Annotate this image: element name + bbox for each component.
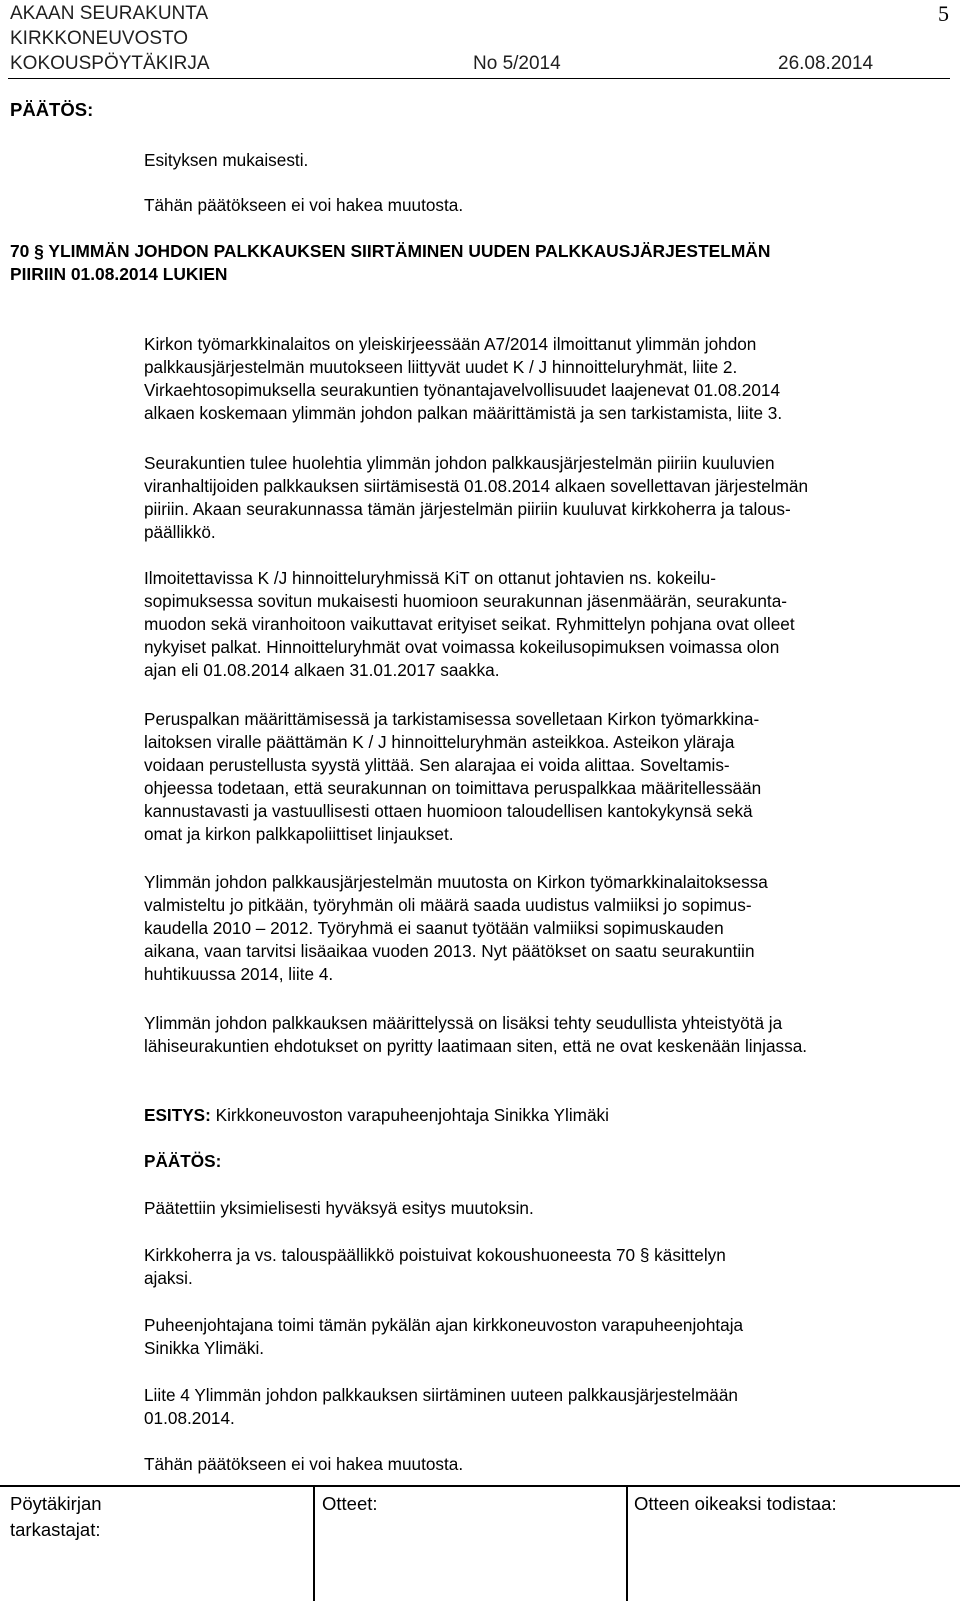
paragraph-6	[144, 1012, 944, 1058]
text-line: Päätettiin yksimielisesti hyväksyä esitys muutoksin.	[144, 1198, 534, 1218]
text-line: kaudella 2010 – 2012. Työryhmä ei saanut työtään valmiiksi sopimuskauden	[144, 918, 724, 938]
text-line: huhtikuussa 2014, liite 4.	[144, 964, 334, 984]
footer-divider-2	[626, 1485, 628, 1601]
top-decision-label: PÄÄTÖS:	[10, 99, 94, 120]
section-title-line-2: PIIRIIN 01.08.2014 LUKIEN	[10, 264, 228, 284]
text-line: ohjeessa todetaan, että seurakunnan on toimittava peruspalkkaa määritellessään	[144, 778, 762, 798]
footer-certified-label: Otteen oikeaksi todistaa:	[634, 1493, 837, 1514]
text-line: Ilmoitettavissa K /J hinnoitteluryhmissä KiT on ottanut johtavien ns. kokeilu-	[144, 568, 716, 588]
top-decision-appeal: Tähän päätökseen ei voi hakea muutosta.	[144, 195, 464, 215]
text-line: muodon sekä viranhoitoon vaikuttavat erityiset seikat. Ryhmittelyn pohjana ovat olleet	[144, 614, 795, 634]
text-line: kannustavasti ja vastuullisesti ottaen huomioon taloudellisen kantokykynsä sekä	[144, 801, 753, 821]
paragraph-3	[144, 567, 944, 682]
text-line: lähiseurakuntien ehdotukset on pyritty laatimaan siten, että ne ovat keskenään linjassa.	[144, 1036, 808, 1056]
text-line: aikana, vaan tarvitsi lisäaikaa vuoden 2013. Nyt päätökset on saatu seurakuntiin	[144, 941, 755, 961]
text-line: voidaan perustellusta syystä ylittää. Sen alarajaa ei voida alittaa. Soveltamis-	[144, 755, 730, 775]
text-line: Kirkon työmarkkinalaitos on yleiskirjeessään A7/2014 ilmoittanut ylimmän johdon	[144, 334, 757, 354]
decision-paragraph-3	[144, 1314, 944, 1360]
footer-divider-1	[313, 1485, 315, 1601]
text-line: päällikkö.	[144, 522, 216, 542]
footer-checkers-label-2: tarkastajat:	[10, 1519, 101, 1540]
footer-extracts	[322, 1491, 378, 1517]
proposal-label: ESITYS:	[144, 1105, 211, 1125]
top-decision-text: Esityksen mukaisesti.	[144, 150, 309, 170]
text-line: Peruspalkan määrittämisessä ja tarkistamisessa sovelletaan Kirkon työmarkkina-	[144, 709, 760, 729]
text-line: Liite 4 Ylimmän johdon palkkauksen siirtäminen uuteen palkkausjärjestelmään	[144, 1385, 738, 1405]
paragraph-5	[144, 871, 944, 986]
text-line: piiriin. Akaan seurakunnassa tämän järjestelmän piiriin kuuluvat kirkkoherra ja talous-	[144, 499, 791, 519]
text-line: sopimuksessa sovitun mukaisesti huomioon seurakunnan jäsenmäärän, seurakunta-	[144, 591, 787, 611]
text-line: Tähän päätökseen ei voi hakea muutosta.	[144, 1454, 464, 1474]
footer-checkers-label-1: Pöytäkirjan	[10, 1493, 102, 1514]
paragraph-4	[144, 708, 944, 846]
paragraph-2	[144, 452, 944, 544]
text-line: Kirkkoherra ja vs. talouspäällikkö poistuivat kokoushuoneesta 70 § käsittelyn	[144, 1245, 726, 1265]
footer-extracts-label: Otteet:	[322, 1493, 378, 1514]
text-line: ajan eli 01.08.2014 alkaen 31.01.2017 saakka.	[144, 660, 500, 680]
text-line: alkaen koskemaan ylimmän johdon palkan määrittämistä ja sen tarkistamista, liite 3.	[144, 403, 783, 423]
proposal-text: Kirkkoneuvoston varapuheenjohtaja Sinikka Ylimäki	[210, 1105, 609, 1125]
page-number: 5	[938, 1, 949, 26]
header-org: AKAAN SEURAKUNTA	[10, 3, 209, 24]
text-line: Seurakuntien tulee huolehtia ylimmän johdon palkkausjärjestelmän piiriin kuuluvien	[144, 453, 775, 473]
footer-top-border	[0, 1485, 960, 1487]
text-line: 01.08.2014.	[144, 1408, 235, 1428]
proposal-line	[144, 1105, 609, 1126]
decision-paragraph-5	[144, 1453, 944, 1476]
signature-footer	[0, 1485, 960, 1601]
header-doc-type: KOKOUSPÖYTÄKIRJA	[10, 53, 210, 74]
text-line: viranhaltijoiden palkkauksen siirtämisestä 01.08.2014 alkaen sovellettavan järjestelmän	[144, 476, 809, 496]
text-line: palkkausjärjestelmän muutokseen liittyvät uudet K / J hinnoitteluryhmät, liite 2.	[144, 357, 738, 377]
header-number: No 5/2014	[473, 53, 561, 74]
decision-paragraph-2	[144, 1244, 944, 1290]
text-line: valmisteltu jo pitkään, työryhmän oli määrä saada uudistus valmiiksi jo sopimus-	[144, 895, 752, 915]
header-date: 26.08.2014	[778, 53, 874, 74]
header-body: KIRKKONEUVOSTO	[10, 28, 189, 49]
text-line: laitoksen viralle päättämän K / J hinnoitteluryhmän asteikkoa. Asteikon yläraja	[144, 732, 735, 752]
header-divider	[8, 78, 950, 79]
decision-paragraph-4	[144, 1384, 944, 1430]
text-line: Virkaehtosopimuksella seurakuntien työnantajavelvollisuudet laajenevat 01.08.2014	[144, 380, 781, 400]
footer-checkers	[10, 1491, 102, 1543]
text-line: ajaksi.	[144, 1268, 193, 1288]
footer-certified	[634, 1491, 837, 1517]
text-line: omat ja kirkon palkkapoliittiset linjaukset.	[144, 824, 454, 844]
section-title-line-1: 70 § YLIMMÄN JOHDON PALKKAUKSEN SIIRTÄMINEN UUDEN PALKKAUSJÄRJESTELMÄN	[10, 241, 771, 261]
text-line: nykyiset palkat. Hinnoitteluryhmät ovat voimassa kokeilusopimuksen voimassa olon	[144, 637, 780, 657]
paragraph-1	[144, 333, 944, 425]
text-line: Ylimmän johdon palkkausjärjestelmän muutosta on Kirkon työmarkkinalaitoksessa	[144, 872, 768, 892]
text-line: Sinikka Ylimäki.	[144, 1338, 265, 1358]
decision-label: PÄÄTÖS:	[144, 1151, 222, 1171]
text-line: Ylimmän johdon palkkauksen määrittelyssä on lisäksi tehty seudullista yhteistyötä ja	[144, 1013, 783, 1033]
text-line: Puheenjohtajana toimi tämän pykälän ajan kirkkoneuvoston varapuheenjohtaja	[144, 1315, 744, 1335]
decision-paragraph-1	[144, 1197, 944, 1220]
